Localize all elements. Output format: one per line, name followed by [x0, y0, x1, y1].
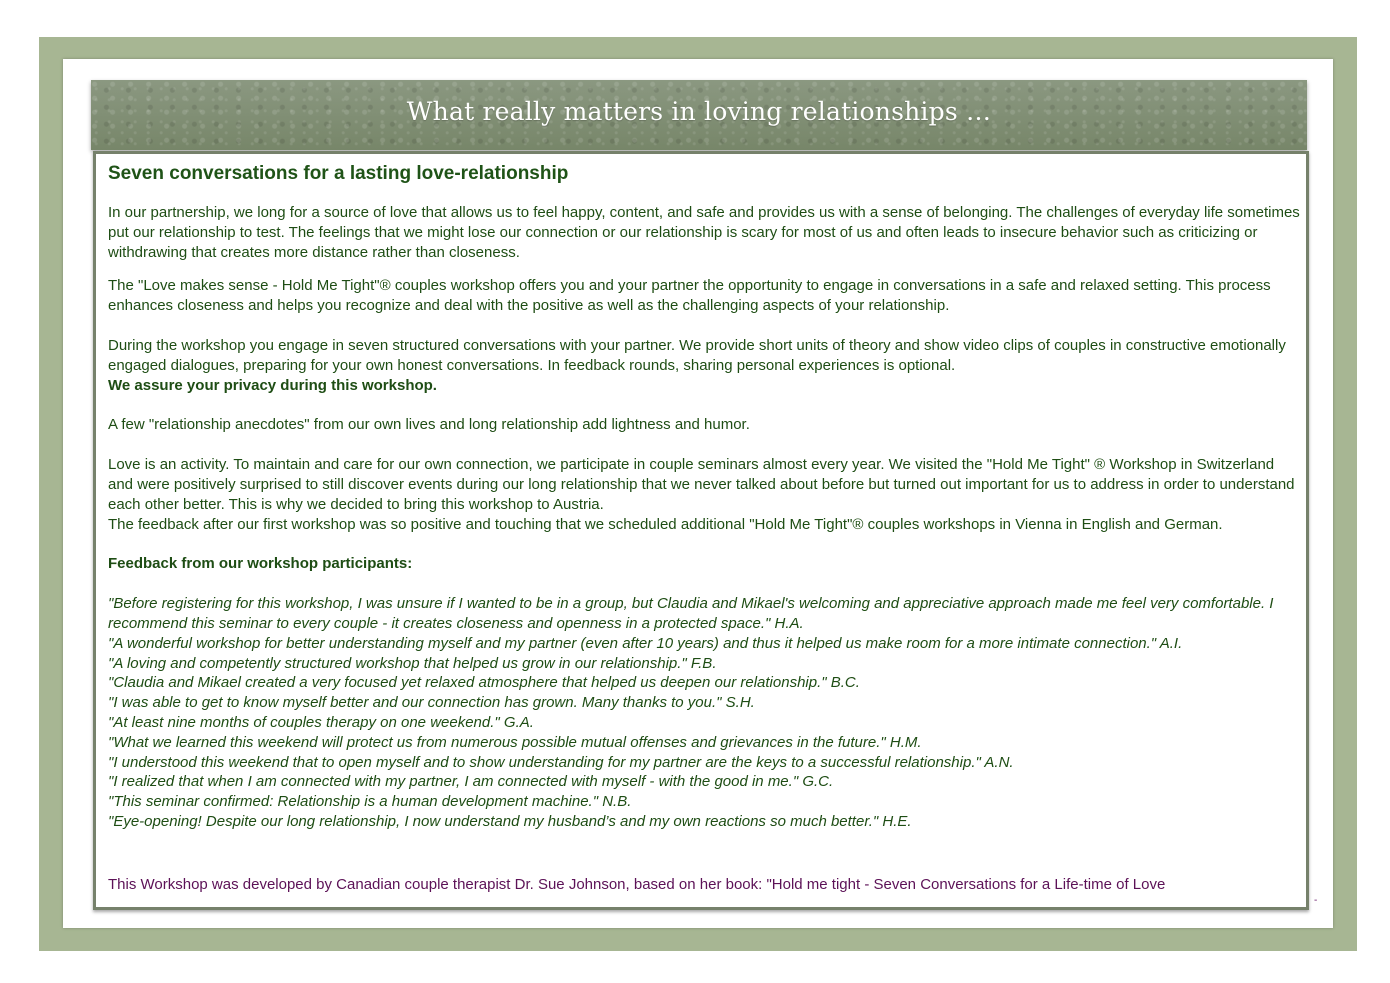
paragraph-intro: In our partnership, we long for a source of love that allows us to feel happy, content, and safe and provides us with a sense of belonging. The challenges of everyday life sometimes put our relationship to test. The feelings that we might lose our connection or our relationship is scary for most of us and often leads to insecure behavior such as criticizing or withdrawing that creates more distance rather than closeness.: [108, 204, 1300, 261]
quote-item: "I was able to get to know myself better and our connection has grown. Many thanks to you." S.H.: [108, 694, 755, 712]
quotes-list: [108, 594, 1300, 832]
paragraph-anecdotes: A few "relationship anecdotes" from our own lives and long relationship add lightness and humor.: [108, 416, 750, 434]
quote-item: "A wonderful workshop for better understanding myself and my partner (even after 10 years) and thus it helped us make room for a more intimate connection." A.I.: [108, 634, 1183, 652]
quote-item: "Eye-opening! Despite our long relationship, I now understand my husband’s and my own reactions so much better." H.E.: [108, 812, 912, 830]
paragraph-feedback-first: The feedback after our first workshop was so positive and touching that we scheduled additional "Hold Me Tight"® couples workshops in Vienna in English and German.: [108, 515, 1223, 533]
quote-item: "At least nine months of couples therapy on one weekend." G.A.: [108, 713, 534, 731]
quote-item: "Claudia and Mikael created a very focused yet relaxed atmosphere that helped us deepen our relationship." B.C.: [108, 674, 860, 692]
footer-note: This Workshop was developed by Canadian couple therapist Dr. Sue Johnson, based on her book: "Hold me tight - Seven Conversations for a Life-time of Love: [108, 876, 1166, 893]
page-title: What really matters in loving relationships …: [406, 96, 992, 126]
content-body: [108, 162, 1300, 832]
quote-item: "I understood this weekend that to open myself and to show understanding for my partner are the keys to a successful relationship." A.N.: [108, 753, 1014, 771]
quote-item: "A loving and competently structured workshop that helped us grow in our relationship." F.B.: [108, 654, 717, 672]
quote-item: "Before registering for this workshop, I was unsure if I wanted to be in a group, but Claudia and Mikael's welcoming and appreciative approach made me feel very comfortable. I recommend this seminar to every couple - it creates closeness and openness in a protected space." H.A.: [108, 595, 1274, 632]
content-box: [93, 151, 1309, 910]
quote-item: "I realized that when I am connected with my partner, I am connected with myself - with the good in me." G.C.: [108, 773, 834, 791]
paragraph-structure: During the workshop you engage in seven structured conversations with your partner. We provide short units of theory and show video clips of couples in constructive emotionally engaged dialogues, preparing for your own honest conversations. In feedback rounds, sharing personal experiences is optional.: [108, 336, 1286, 374]
header-banner: [91, 80, 1307, 150]
privacy-statement: We assure your privacy during this workshop.: [108, 376, 437, 394]
page-mark: -: [1314, 895, 1318, 906]
feedback-heading: Feedback from our workshop participants:: [108, 555, 413, 573]
quote-item: "What we learned this weekend will protect us from numerous possible mutual offenses and grievances in the future." H.M.: [108, 733, 922, 751]
paragraph-offer: The "Love makes sense - Hold Me Tight"® couples workshop offers you and your partner the opportunity to engage in conversations in a safe and relaxed setting. This process enhances closeness and helps you recognize and deal with the positive as well as the challenging aspects of your relationship.: [108, 277, 1271, 315]
quote-item: "This seminar confirmed: Relationship is a human development machine." N.B.: [108, 793, 632, 811]
paragraph-activity: Love is an activity. To maintain and care for our own connection, we participate in couple seminars almost every year. We visited the "Hold Me Tight" ® Workshop in Switzerland and were positively surprised to still discover events during our long relationship that we never talked about before but turned out important for us to address in order to understand each other better. This is why we decided to bring this workshop to Austria.: [108, 456, 1295, 513]
section-heading: Seven conversations for a lasting love-relationship: [108, 163, 569, 184]
